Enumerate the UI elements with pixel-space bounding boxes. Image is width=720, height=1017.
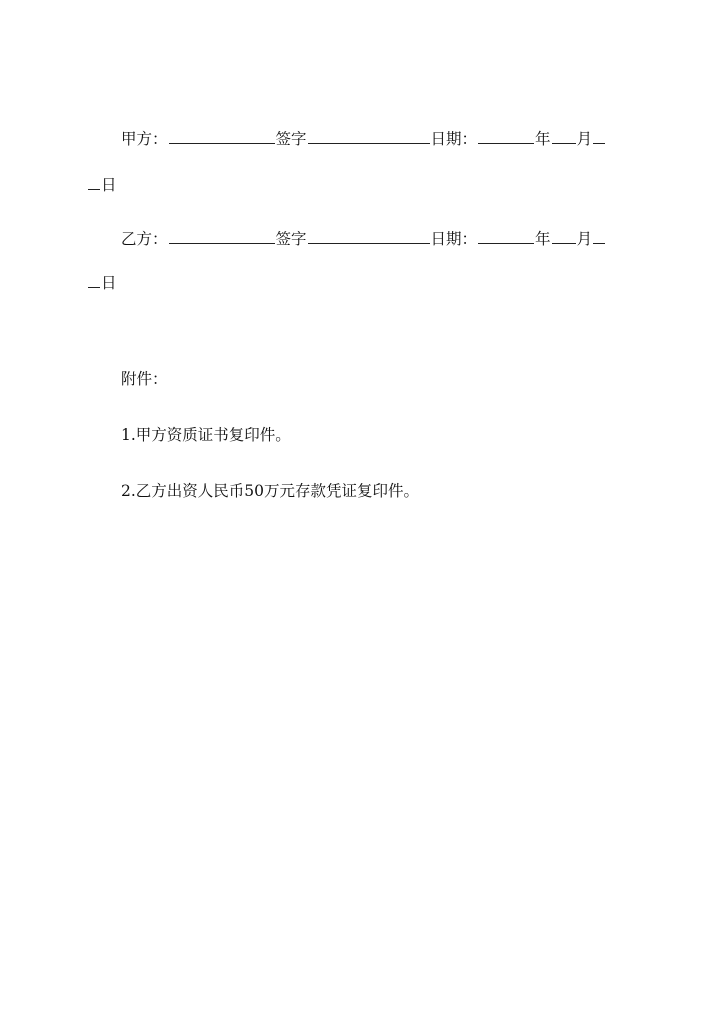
party-b-day-blank-start [593, 228, 605, 244]
attachment-item-2: 2.乙方出资人民币50万元存款凭证复印件。 [121, 482, 420, 500]
party-a-day-blank-start [593, 128, 605, 144]
party-b-year-blank [478, 228, 534, 244]
party-a-label: 甲方： [121, 130, 168, 148]
party-a-day-label: 日 [101, 176, 117, 194]
party-b-signature-line [87, 228, 633, 250]
party-a-month-blank [552, 128, 576, 144]
party-a-day-blank-end [88, 174, 100, 190]
attachment-item-1: 1.甲方资质证书复印件。 [121, 426, 291, 444]
party-b-sign-blank [308, 228, 430, 244]
party-b-name-blank [169, 228, 275, 244]
party-b-signature-line-cont [87, 272, 633, 294]
party-a-date-label: 日期： [430, 130, 478, 148]
party-b-day-blank-end [88, 272, 100, 288]
party-a-year-label: 年 [535, 130, 551, 148]
party-b-month-label: 月 [576, 230, 593, 248]
party-b-day-label: 日 [101, 274, 117, 292]
party-b-year-label: 年 [535, 230, 551, 248]
party-a-signature-line [87, 128, 633, 150]
party-b-month-blank [552, 228, 576, 244]
party-a-sign-label: 签字 [275, 130, 307, 148]
party-a-month-label: 月 [576, 130, 593, 148]
party-b-label: 乙方： [121, 230, 168, 248]
party-a-name-blank [169, 128, 275, 144]
party-a-signature-line-cont [87, 174, 633, 196]
party-b-sign-label: 签字 [275, 230, 307, 248]
party-b-date-label: 日期： [430, 230, 478, 248]
party-a-year-blank [478, 128, 534, 144]
attachments-heading: 附件： [121, 370, 168, 388]
party-a-sign-blank [308, 128, 430, 144]
